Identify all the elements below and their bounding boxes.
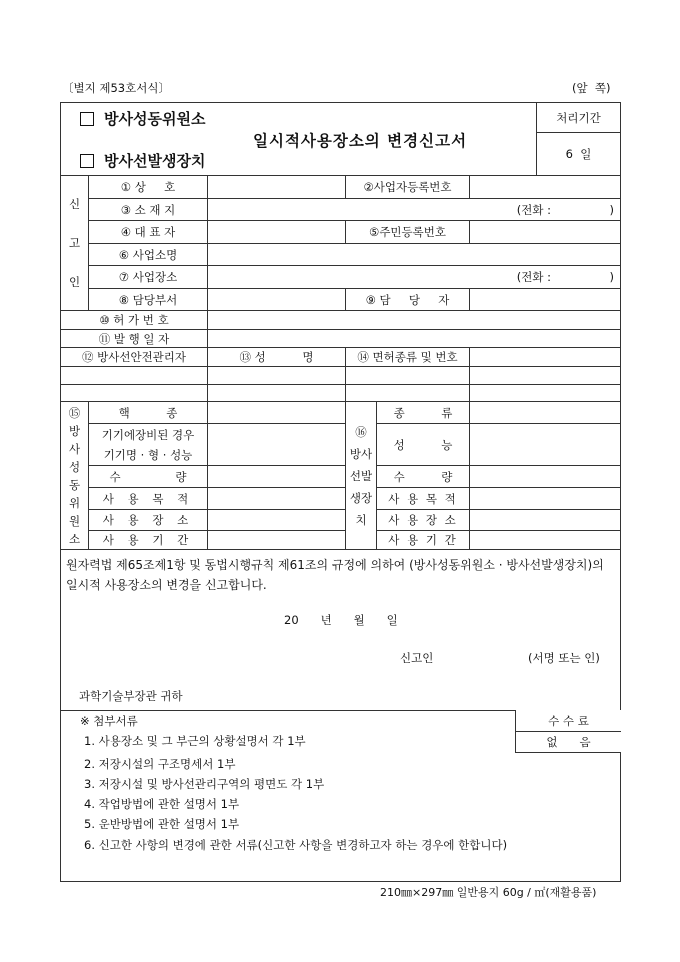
label-line: 기기에장비된 경우 bbox=[101, 427, 195, 442]
department-field[interactable] bbox=[207, 288, 346, 311]
label-char: ⑮ bbox=[68, 405, 81, 420]
purpose-field[interactable] bbox=[469, 487, 621, 510]
office-name-field[interactable] bbox=[207, 243, 621, 266]
label-department: ⑧ 담당부서 bbox=[88, 288, 208, 311]
attachment-item: 4. 작업방법에 관한 설명서 1부 bbox=[84, 797, 240, 811]
place-field[interactable] bbox=[469, 509, 621, 531]
address-field[interactable] bbox=[207, 198, 621, 221]
manager-field[interactable] bbox=[469, 347, 621, 367]
recipient: 과학기술부장관 귀하 bbox=[79, 689, 183, 703]
period-value: 6 일 bbox=[536, 132, 621, 176]
label-device bbox=[88, 423, 208, 466]
manager-field[interactable] bbox=[469, 366, 621, 385]
phone-label: (전화 : ) bbox=[516, 202, 614, 217]
label-person-in-charge: ⑨ 담 당 자 bbox=[345, 288, 470, 311]
form-title: 일시적사용장소의 변경신고서 bbox=[253, 132, 468, 150]
label-license-type: ⑭ 면허종류 및 번호 bbox=[345, 347, 470, 367]
resident-no-field[interactable] bbox=[469, 220, 621, 244]
label-char: 위 bbox=[68, 495, 81, 510]
manager-field[interactable] bbox=[469, 384, 621, 402]
declaration-text: 원자력법 제65조제1항 및 동법시행규칙 제61조의 규정에 의하여 (방사성동위원소 · 방사선발생장치)의 일시적 사용장소의 변경을 신고합니다. bbox=[66, 558, 604, 592]
label-workplace: ⑦ 사업장소 bbox=[88, 265, 208, 289]
option-generator[interactable] bbox=[80, 150, 205, 171]
signer-label: 신고인 bbox=[400, 651, 434, 665]
label-quantity: 수 량 bbox=[88, 465, 208, 488]
label-purpose: 사 용 목 적 bbox=[88, 487, 208, 510]
form-number: 〔별지 제53호서식〕 bbox=[62, 81, 170, 95]
representative-field[interactable] bbox=[207, 220, 346, 244]
label-char: 방사 bbox=[349, 446, 373, 461]
place-field[interactable] bbox=[207, 509, 346, 531]
isotope-group-label bbox=[60, 401, 89, 550]
company-field[interactable] bbox=[207, 175, 346, 199]
business-no-field[interactable] bbox=[469, 175, 621, 199]
option-isotope[interactable] bbox=[80, 108, 205, 129]
manager-field[interactable] bbox=[345, 384, 470, 402]
option-label: 방사선발생장치 bbox=[104, 152, 206, 170]
label-char: 선발 bbox=[349, 468, 373, 483]
label-term: 사 용 기 간 bbox=[376, 530, 470, 550]
label-char: 인 bbox=[68, 275, 81, 290]
label-resident-no: ⑤주민등록번호 bbox=[345, 220, 470, 244]
label-char: 소 bbox=[68, 531, 81, 546]
label-kind: 종 류 bbox=[376, 401, 470, 424]
label-performance: 성 능 bbox=[376, 423, 470, 466]
label-place: 사 용 장 소 bbox=[88, 509, 208, 531]
signature-field[interactable]: (서명 또는 인) bbox=[528, 651, 600, 665]
label-char: 원 bbox=[68, 513, 81, 528]
manager-field[interactable] bbox=[207, 384, 346, 402]
label-line: 기기명 · 형 · 성능 bbox=[103, 447, 193, 462]
label-char: ⑯ bbox=[355, 424, 367, 439]
option-label: 방사성동위원소 bbox=[104, 110, 206, 128]
attachment-item: 2. 저장시설의 구조명세서 1부 bbox=[84, 757, 236, 771]
label-nuclide: 핵 종 bbox=[88, 401, 208, 424]
label-char: 치 bbox=[355, 512, 367, 527]
checkbox-icon[interactable] bbox=[80, 112, 94, 126]
manager-field[interactable] bbox=[207, 366, 346, 385]
label-business-no: ②사업자등록번호 bbox=[345, 175, 470, 199]
term-field[interactable] bbox=[207, 530, 346, 550]
period-label: 처리기간 bbox=[536, 102, 621, 133]
workplace-field[interactable] bbox=[207, 265, 621, 289]
generator-group-label bbox=[345, 401, 377, 550]
label-term: 사 용 기 간 bbox=[88, 530, 208, 550]
performance-field[interactable] bbox=[469, 423, 621, 466]
attachment-item: 3. 저장시설 및 방사선관리구역의 평면도 각 1부 bbox=[84, 777, 325, 791]
label-char: 사 bbox=[68, 441, 81, 456]
kind-field[interactable] bbox=[469, 401, 621, 424]
label-office-name: ⑥ 사업소명 bbox=[88, 243, 208, 266]
label-address: ③ 소 재 지 bbox=[88, 198, 208, 221]
attachments-title: ※ 첨부서류 bbox=[80, 714, 138, 728]
attachment-item: 1. 사용장소 및 그 부근의 상황설명서 각 1부 bbox=[84, 734, 306, 748]
quantity-field[interactable] bbox=[207, 465, 346, 488]
manager-field[interactable] bbox=[345, 366, 470, 385]
label-char: 고 bbox=[68, 235, 81, 250]
fee-value: 없 음 bbox=[515, 731, 621, 753]
label-name: ⑬ 성 명 bbox=[207, 347, 346, 367]
fee-label: 수 수 료 bbox=[515, 710, 621, 732]
label-char: 신 bbox=[68, 196, 81, 211]
label-quantity: 수 량 bbox=[376, 465, 470, 488]
label-license-no: ⑩ 허 가 번 호 bbox=[60, 310, 208, 330]
person-in-charge-field[interactable] bbox=[469, 288, 621, 311]
label-purpose: 사 용 목 적 bbox=[376, 487, 470, 510]
applicant-group-label bbox=[60, 175, 89, 311]
label-char: 방 bbox=[68, 423, 81, 438]
label-place: 사 용 장 소 bbox=[376, 509, 470, 531]
term-field[interactable] bbox=[469, 530, 621, 550]
label-company: ① 상 호 bbox=[88, 175, 208, 199]
label-representative: ④ 대 표 자 bbox=[88, 220, 208, 244]
paper-spec: 210㎜×297㎜ 일반용지 60g / ㎡(재활용품) bbox=[380, 886, 597, 899]
issue-date-field[interactable] bbox=[207, 329, 621, 348]
quantity-field[interactable] bbox=[469, 465, 621, 488]
label-issue-date: ⑪ 발 행 일 자 bbox=[60, 329, 208, 348]
license-no-field[interactable] bbox=[207, 310, 621, 330]
phone-label: (전화 : ) bbox=[516, 270, 614, 284]
checkbox-icon[interactable] bbox=[80, 154, 94, 168]
label-char: 동 bbox=[68, 477, 81, 492]
label-safety-manager: ⑫ 방사선안전관리자 bbox=[60, 347, 208, 367]
device-field[interactable] bbox=[207, 423, 346, 466]
attachment-item: 6. 신고한 사항의 변경에 관한 서류(신고한 사항을 변경하고자 하는 경우에 한합니다) bbox=[84, 838, 508, 852]
page-side: (앞 쪽) bbox=[572, 81, 611, 95]
manager-field[interactable] bbox=[60, 384, 208, 402]
label-char: 성 bbox=[68, 459, 81, 474]
label-char: 생장 bbox=[349, 490, 373, 505]
date-line[interactable]: 20 년 월 일 bbox=[284, 613, 398, 627]
manager-field[interactable] bbox=[60, 366, 208, 385]
purpose-field[interactable] bbox=[207, 487, 346, 510]
attachment-item: 5. 운반방법에 관한 설명서 1부 bbox=[84, 817, 240, 831]
nuclide-field[interactable] bbox=[207, 401, 346, 424]
